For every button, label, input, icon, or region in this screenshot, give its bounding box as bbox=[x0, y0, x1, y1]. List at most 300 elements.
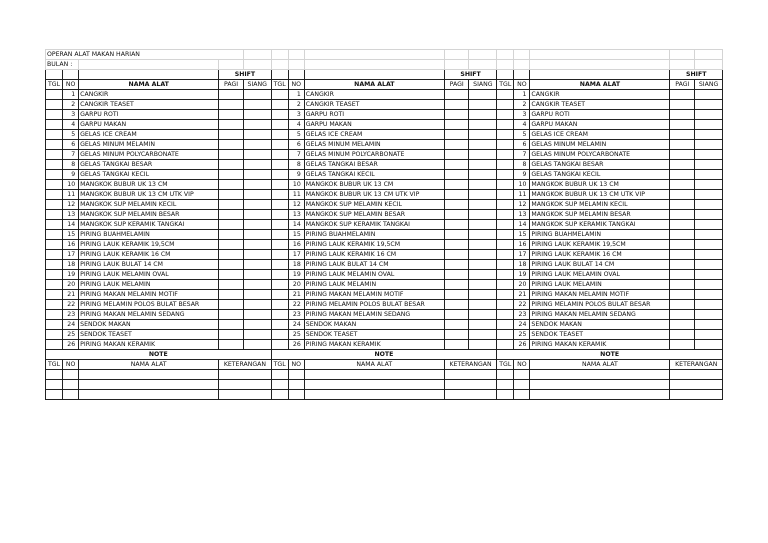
sheet-cell bbox=[497, 70, 514, 80]
pagi-cell bbox=[444, 210, 469, 220]
pagi-cell bbox=[444, 200, 469, 210]
tgl-cell bbox=[497, 130, 514, 140]
item-name: PIRING MAKAN KERAMIK bbox=[304, 340, 444, 350]
item-no: 26 bbox=[63, 340, 79, 350]
item-name: MANGKOK BUBUR UK 13 CM bbox=[304, 180, 444, 190]
tgl-cell bbox=[271, 100, 288, 110]
tgl-header: TGL bbox=[271, 80, 288, 90]
item-row bbox=[46, 260, 723, 270]
tgl-header: TGL bbox=[46, 360, 63, 370]
pagi-cell bbox=[219, 260, 244, 270]
item-no: 11 bbox=[63, 190, 79, 200]
pagi-cell bbox=[444, 220, 469, 230]
pagi-cell bbox=[670, 320, 695, 330]
siang-cell bbox=[243, 330, 271, 340]
item-no: 23 bbox=[514, 310, 530, 320]
no-header: NO bbox=[63, 360, 79, 370]
sheet-cell bbox=[219, 60, 244, 70]
siang-cell bbox=[695, 180, 723, 190]
siang-cell bbox=[469, 90, 497, 100]
item-row bbox=[46, 340, 723, 350]
pagi-cell bbox=[444, 260, 469, 270]
tgl-cell bbox=[46, 330, 63, 340]
item-name: MANGKOK SUP MELAMIN KECIL bbox=[304, 200, 444, 210]
sheet-cell bbox=[243, 60, 271, 70]
sheet-cell bbox=[271, 370, 288, 380]
tgl-cell bbox=[46, 140, 63, 150]
siang-header: SIANG bbox=[695, 80, 723, 90]
item-row bbox=[46, 130, 723, 140]
item-name: PIRING LAUK KERAMIK 16 CM bbox=[304, 250, 444, 260]
pagi-cell bbox=[670, 240, 695, 250]
pagi-cell bbox=[219, 140, 244, 150]
no-header: NO bbox=[288, 80, 304, 90]
tgl-cell bbox=[46, 270, 63, 280]
siang-cell bbox=[469, 270, 497, 280]
siang-cell bbox=[469, 120, 497, 130]
sheet-cell bbox=[46, 390, 63, 400]
pagi-cell bbox=[219, 320, 244, 330]
item-no: 25 bbox=[514, 330, 530, 340]
item-name: PIRING BUAHMELAMIN bbox=[530, 230, 670, 240]
item-no: 24 bbox=[63, 320, 79, 330]
pagi-cell bbox=[219, 220, 244, 230]
siang-cell bbox=[469, 230, 497, 240]
item-name: GARPU ROTI bbox=[530, 110, 670, 120]
tgl-cell bbox=[497, 320, 514, 330]
pagi-cell bbox=[219, 110, 244, 120]
tgl-cell bbox=[497, 140, 514, 150]
sheet-cell bbox=[288, 70, 304, 80]
item-no: 16 bbox=[514, 240, 530, 250]
pagi-cell bbox=[670, 270, 695, 280]
keterangan-header: KETERANGAN bbox=[219, 360, 271, 370]
note-empty-row bbox=[46, 390, 723, 400]
note-empty-row bbox=[46, 370, 723, 380]
pagi-cell bbox=[670, 100, 695, 110]
tgl-cell bbox=[271, 230, 288, 240]
sheet-cell bbox=[288, 50, 304, 60]
item-name: SENDOK TEASET bbox=[530, 330, 670, 340]
siang-cell bbox=[695, 170, 723, 180]
item-name: GELAS ICE CREAM bbox=[530, 130, 670, 140]
item-name: GELAS MINUM POLYCARBONATE bbox=[304, 150, 444, 160]
siang-cell bbox=[695, 260, 723, 270]
pagi-cell bbox=[444, 180, 469, 190]
item-no: 26 bbox=[288, 340, 304, 350]
sheet-cell bbox=[497, 50, 514, 60]
item-name: MANGKOK SUP MELAMIN BESAR bbox=[304, 210, 444, 220]
item-row bbox=[46, 100, 723, 110]
pagi-cell bbox=[444, 270, 469, 280]
pagi-cell bbox=[219, 200, 244, 210]
item-name: PIRING MAKAN MELAMIN MOTIF bbox=[304, 290, 444, 300]
pagi-cell bbox=[670, 110, 695, 120]
tgl-cell bbox=[271, 220, 288, 230]
sheet-cell bbox=[497, 370, 514, 380]
pagi-cell bbox=[219, 90, 244, 100]
item-name: GELAS MINUM POLYCARBONATE bbox=[79, 150, 219, 160]
tgl-cell bbox=[46, 100, 63, 110]
sheet-cell bbox=[444, 370, 496, 380]
pagi-cell bbox=[670, 160, 695, 170]
pagi-header: PAGI bbox=[670, 80, 695, 90]
item-name: CANGKIR bbox=[79, 90, 219, 100]
tgl-cell bbox=[497, 220, 514, 230]
pagi-cell bbox=[670, 260, 695, 270]
note-row bbox=[46, 350, 723, 360]
tgl-cell bbox=[46, 230, 63, 240]
sheet-cell bbox=[288, 390, 304, 400]
pagi-cell bbox=[670, 170, 695, 180]
item-name: GELAS TANGKAI BESAR bbox=[304, 160, 444, 170]
item-no: 5 bbox=[514, 130, 530, 140]
bulan-row bbox=[46, 60, 723, 70]
sheet-cell bbox=[514, 380, 530, 390]
item-name: SENDOK TEASET bbox=[304, 330, 444, 340]
item-name: PIRING MELAMIN POLOS BULAT BESAR bbox=[530, 300, 670, 310]
item-no: 12 bbox=[63, 200, 79, 210]
tgl-cell bbox=[497, 240, 514, 250]
item-no: 24 bbox=[288, 320, 304, 330]
item-no: 8 bbox=[63, 160, 79, 170]
tgl-cell bbox=[497, 110, 514, 120]
item-no: 20 bbox=[514, 280, 530, 290]
siang-cell bbox=[695, 330, 723, 340]
item-name: MANGKOK SUP KERAMIK TANGKAI bbox=[530, 220, 670, 230]
note-header: NOTE bbox=[497, 350, 723, 360]
item-name: PIRING MAKAN MELAMIN SEDANG bbox=[304, 310, 444, 320]
pagi-cell bbox=[670, 300, 695, 310]
tgl-cell bbox=[46, 200, 63, 210]
siang-cell bbox=[243, 230, 271, 240]
pagi-cell bbox=[219, 150, 244, 160]
item-name: GELAS TANGKAI KECIL bbox=[79, 170, 219, 180]
no-header: NO bbox=[63, 80, 79, 90]
pagi-cell bbox=[670, 330, 695, 340]
item-name: PIRING LAUK BULAT 14 CM bbox=[530, 260, 670, 270]
item-row bbox=[46, 120, 723, 130]
item-row bbox=[46, 240, 723, 250]
note-empty-row bbox=[46, 380, 723, 390]
pagi-cell bbox=[670, 310, 695, 320]
item-no: 22 bbox=[514, 300, 530, 310]
siang-cell bbox=[243, 120, 271, 130]
siang-cell bbox=[243, 90, 271, 100]
item-row bbox=[46, 300, 723, 310]
tgl-cell bbox=[497, 190, 514, 200]
tgl-cell bbox=[46, 290, 63, 300]
item-no: 9 bbox=[288, 170, 304, 180]
sheet-cell bbox=[288, 60, 304, 70]
item-row bbox=[46, 210, 723, 220]
tgl-cell bbox=[46, 110, 63, 120]
sheet-cell bbox=[514, 50, 530, 60]
tgl-cell bbox=[271, 130, 288, 140]
item-name: MANGKOK SUP MELAMIN BESAR bbox=[79, 210, 219, 220]
item-name: PIRING LAUK BULAT 14 CM bbox=[304, 260, 444, 270]
item-row bbox=[46, 170, 723, 180]
nama-alat-header: NAMA ALAT bbox=[304, 80, 444, 90]
siang-cell bbox=[469, 110, 497, 120]
pagi-cell bbox=[219, 270, 244, 280]
tgl-cell bbox=[46, 340, 63, 350]
tgl-cell bbox=[46, 240, 63, 250]
tgl-cell bbox=[497, 280, 514, 290]
tgl-cell bbox=[46, 130, 63, 140]
siang-cell bbox=[695, 230, 723, 240]
note-header: NOTE bbox=[46, 350, 272, 360]
sheet-cell bbox=[304, 70, 444, 80]
item-name: PIRING LAUK KERAMIK 19,5CM bbox=[530, 240, 670, 250]
tgl-cell bbox=[271, 300, 288, 310]
pagi-cell bbox=[444, 110, 469, 120]
sheet-cell bbox=[79, 370, 219, 380]
siang-cell bbox=[469, 140, 497, 150]
siang-cell bbox=[243, 140, 271, 150]
sheet-cell bbox=[670, 370, 723, 380]
siang-cell bbox=[469, 130, 497, 140]
siang-cell bbox=[243, 240, 271, 250]
note-columns-row bbox=[46, 360, 723, 370]
siang-cell bbox=[243, 100, 271, 110]
tgl-cell bbox=[497, 170, 514, 180]
siang-cell bbox=[469, 260, 497, 270]
item-row bbox=[46, 220, 723, 230]
pagi-cell bbox=[444, 160, 469, 170]
item-name: PIRING LAUK MELAMIN bbox=[79, 280, 219, 290]
tgl-cell bbox=[271, 110, 288, 120]
tgl-cell bbox=[497, 330, 514, 340]
item-name: GELAS TANGKAI BESAR bbox=[530, 160, 670, 170]
pagi-header: PAGI bbox=[444, 80, 469, 90]
pagi-cell bbox=[670, 90, 695, 100]
inventory-sheet bbox=[45, 49, 723, 400]
item-row bbox=[46, 280, 723, 290]
sheet-cell bbox=[497, 380, 514, 390]
item-no: 22 bbox=[288, 300, 304, 310]
item-no: 15 bbox=[514, 230, 530, 240]
pagi-cell bbox=[670, 290, 695, 300]
tgl-cell bbox=[46, 220, 63, 230]
tgl-cell bbox=[46, 310, 63, 320]
item-no: 12 bbox=[514, 200, 530, 210]
siang-cell bbox=[469, 150, 497, 160]
siang-cell bbox=[243, 180, 271, 190]
note-header: NOTE bbox=[271, 350, 497, 360]
item-no: 13 bbox=[63, 210, 79, 220]
siang-cell bbox=[695, 340, 723, 350]
tgl-cell bbox=[46, 190, 63, 200]
tgl-cell bbox=[46, 300, 63, 310]
item-no: 26 bbox=[514, 340, 530, 350]
sheet-title: OPERAN ALAT MAKAN HARIAN bbox=[46, 50, 244, 60]
pagi-cell bbox=[670, 230, 695, 240]
sheet-cell bbox=[304, 380, 444, 390]
tgl-cell bbox=[271, 290, 288, 300]
item-no: 6 bbox=[514, 140, 530, 150]
item-no: 23 bbox=[63, 310, 79, 320]
tgl-cell bbox=[46, 260, 63, 270]
item-name: PIRING MAKAN KERAMIK bbox=[530, 340, 670, 350]
pagi-cell bbox=[444, 340, 469, 350]
siang-cell bbox=[243, 260, 271, 270]
item-row bbox=[46, 160, 723, 170]
sheet-cell bbox=[271, 50, 288, 60]
item-row bbox=[46, 140, 723, 150]
item-row bbox=[46, 150, 723, 160]
pagi-cell bbox=[670, 120, 695, 130]
item-name: PIRING MAKAN MELAMIN SEDANG bbox=[79, 310, 219, 320]
item-name: GARPU MAKAN bbox=[304, 120, 444, 130]
pagi-cell bbox=[219, 340, 244, 350]
item-name: MANGKOK BUBUR UK 13 CM UTK VIP bbox=[304, 190, 444, 200]
item-no: 6 bbox=[63, 140, 79, 150]
siang-cell bbox=[695, 290, 723, 300]
sheet-cell bbox=[530, 60, 670, 70]
siang-cell bbox=[695, 200, 723, 210]
pagi-cell bbox=[219, 330, 244, 340]
pagi-cell bbox=[219, 250, 244, 260]
siang-cell bbox=[695, 310, 723, 320]
item-no: 1 bbox=[63, 90, 79, 100]
item-name: GARPU ROTI bbox=[79, 110, 219, 120]
siang-cell bbox=[243, 300, 271, 310]
pagi-cell bbox=[444, 190, 469, 200]
siang-cell bbox=[243, 320, 271, 330]
siang-cell bbox=[469, 340, 497, 350]
siang-cell bbox=[469, 180, 497, 190]
item-no: 22 bbox=[63, 300, 79, 310]
item-no: 20 bbox=[288, 280, 304, 290]
item-name: GELAS ICE CREAM bbox=[79, 130, 219, 140]
sheet-cell bbox=[243, 50, 271, 60]
no-header: NO bbox=[514, 360, 530, 370]
item-name: PIRING BUAHMELAMIN bbox=[304, 230, 444, 240]
siang-cell bbox=[695, 240, 723, 250]
nama-alat-header: NAMA ALAT bbox=[304, 360, 444, 370]
tgl-cell bbox=[271, 280, 288, 290]
sheet-cell bbox=[530, 370, 670, 380]
pagi-cell bbox=[444, 100, 469, 110]
pagi-cell bbox=[670, 150, 695, 160]
item-name: SENDOK TEASET bbox=[79, 330, 219, 340]
pagi-cell bbox=[444, 120, 469, 130]
item-no: 3 bbox=[514, 110, 530, 120]
siang-cell bbox=[243, 150, 271, 160]
item-no: 11 bbox=[288, 190, 304, 200]
siang-cell bbox=[469, 240, 497, 250]
item-name: CANGKIR bbox=[530, 90, 670, 100]
item-no: 7 bbox=[288, 150, 304, 160]
item-name: SENDOK MAKAN bbox=[79, 320, 219, 330]
item-row bbox=[46, 190, 723, 200]
item-no: 8 bbox=[288, 160, 304, 170]
pagi-cell bbox=[670, 280, 695, 290]
item-no: 19 bbox=[288, 270, 304, 280]
item-no: 15 bbox=[288, 230, 304, 240]
siang-cell bbox=[469, 320, 497, 330]
shift-header: SHIFT bbox=[444, 70, 496, 80]
item-no: 13 bbox=[514, 210, 530, 220]
item-no: 9 bbox=[514, 170, 530, 180]
item-name: PIRING MAKAN KERAMIK bbox=[79, 340, 219, 350]
item-no: 24 bbox=[514, 320, 530, 330]
tgl-cell bbox=[497, 210, 514, 220]
tgl-cell bbox=[271, 150, 288, 160]
nama-alat-header: NAMA ALAT bbox=[530, 360, 670, 370]
sheet-cell bbox=[444, 60, 469, 70]
pagi-cell bbox=[444, 300, 469, 310]
tgl-cell bbox=[271, 210, 288, 220]
pagi-cell bbox=[444, 310, 469, 320]
siang-cell bbox=[695, 150, 723, 160]
header-row-columns bbox=[46, 80, 723, 90]
tgl-cell bbox=[497, 150, 514, 160]
siang-cell bbox=[243, 170, 271, 180]
item-no: 25 bbox=[63, 330, 79, 340]
item-name: GARPU ROTI bbox=[304, 110, 444, 120]
item-no: 13 bbox=[288, 210, 304, 220]
item-no: 18 bbox=[288, 260, 304, 270]
sheet-cell bbox=[79, 390, 219, 400]
pagi-cell bbox=[219, 100, 244, 110]
item-no: 19 bbox=[63, 270, 79, 280]
item-name: CANGKIR TEASET bbox=[304, 100, 444, 110]
tgl-cell bbox=[271, 200, 288, 210]
siang-cell bbox=[469, 250, 497, 260]
tgl-cell bbox=[271, 180, 288, 190]
item-name: MANGKOK BUBUR UK 13 CM bbox=[530, 180, 670, 190]
item-name: MANGKOK BUBUR UK 13 CM bbox=[79, 180, 219, 190]
item-no: 12 bbox=[288, 200, 304, 210]
siang-cell bbox=[469, 310, 497, 320]
item-no: 2 bbox=[63, 100, 79, 110]
sheet-cell bbox=[695, 60, 723, 70]
item-no: 17 bbox=[63, 250, 79, 260]
item-no: 2 bbox=[514, 100, 530, 110]
tgl-cell bbox=[497, 100, 514, 110]
pagi-cell bbox=[444, 150, 469, 160]
no-header: NO bbox=[288, 360, 304, 370]
item-no: 25 bbox=[288, 330, 304, 340]
item-name: PIRING LAUK KERAMIK 19,5CM bbox=[304, 240, 444, 250]
item-no: 21 bbox=[514, 290, 530, 300]
pagi-cell bbox=[444, 250, 469, 260]
siang-cell bbox=[243, 200, 271, 210]
siang-cell bbox=[695, 120, 723, 130]
item-name: PIRING LAUK BULAT 14 CM bbox=[79, 260, 219, 270]
item-no: 10 bbox=[514, 180, 530, 190]
pagi-cell bbox=[670, 180, 695, 190]
tgl-cell bbox=[497, 260, 514, 270]
pagi-cell bbox=[219, 130, 244, 140]
no-header: NO bbox=[514, 80, 530, 90]
item-name: PIRING LAUK MELAMIN OVAL bbox=[304, 270, 444, 280]
sheet-cell bbox=[444, 380, 496, 390]
keterangan-header: KETERANGAN bbox=[444, 360, 496, 370]
siang-cell bbox=[469, 330, 497, 340]
siang-cell bbox=[695, 250, 723, 260]
item-no: 15 bbox=[63, 230, 79, 240]
item-name: GELAS MINUM POLYCARBONATE bbox=[530, 150, 670, 160]
item-name: PIRING MELAMIN POLOS BULAT BESAR bbox=[304, 300, 444, 310]
sheet-cell bbox=[46, 380, 63, 390]
siang-cell bbox=[695, 270, 723, 280]
sheet-cell bbox=[530, 50, 670, 60]
sheet-cell bbox=[514, 60, 530, 70]
item-no: 19 bbox=[514, 270, 530, 280]
